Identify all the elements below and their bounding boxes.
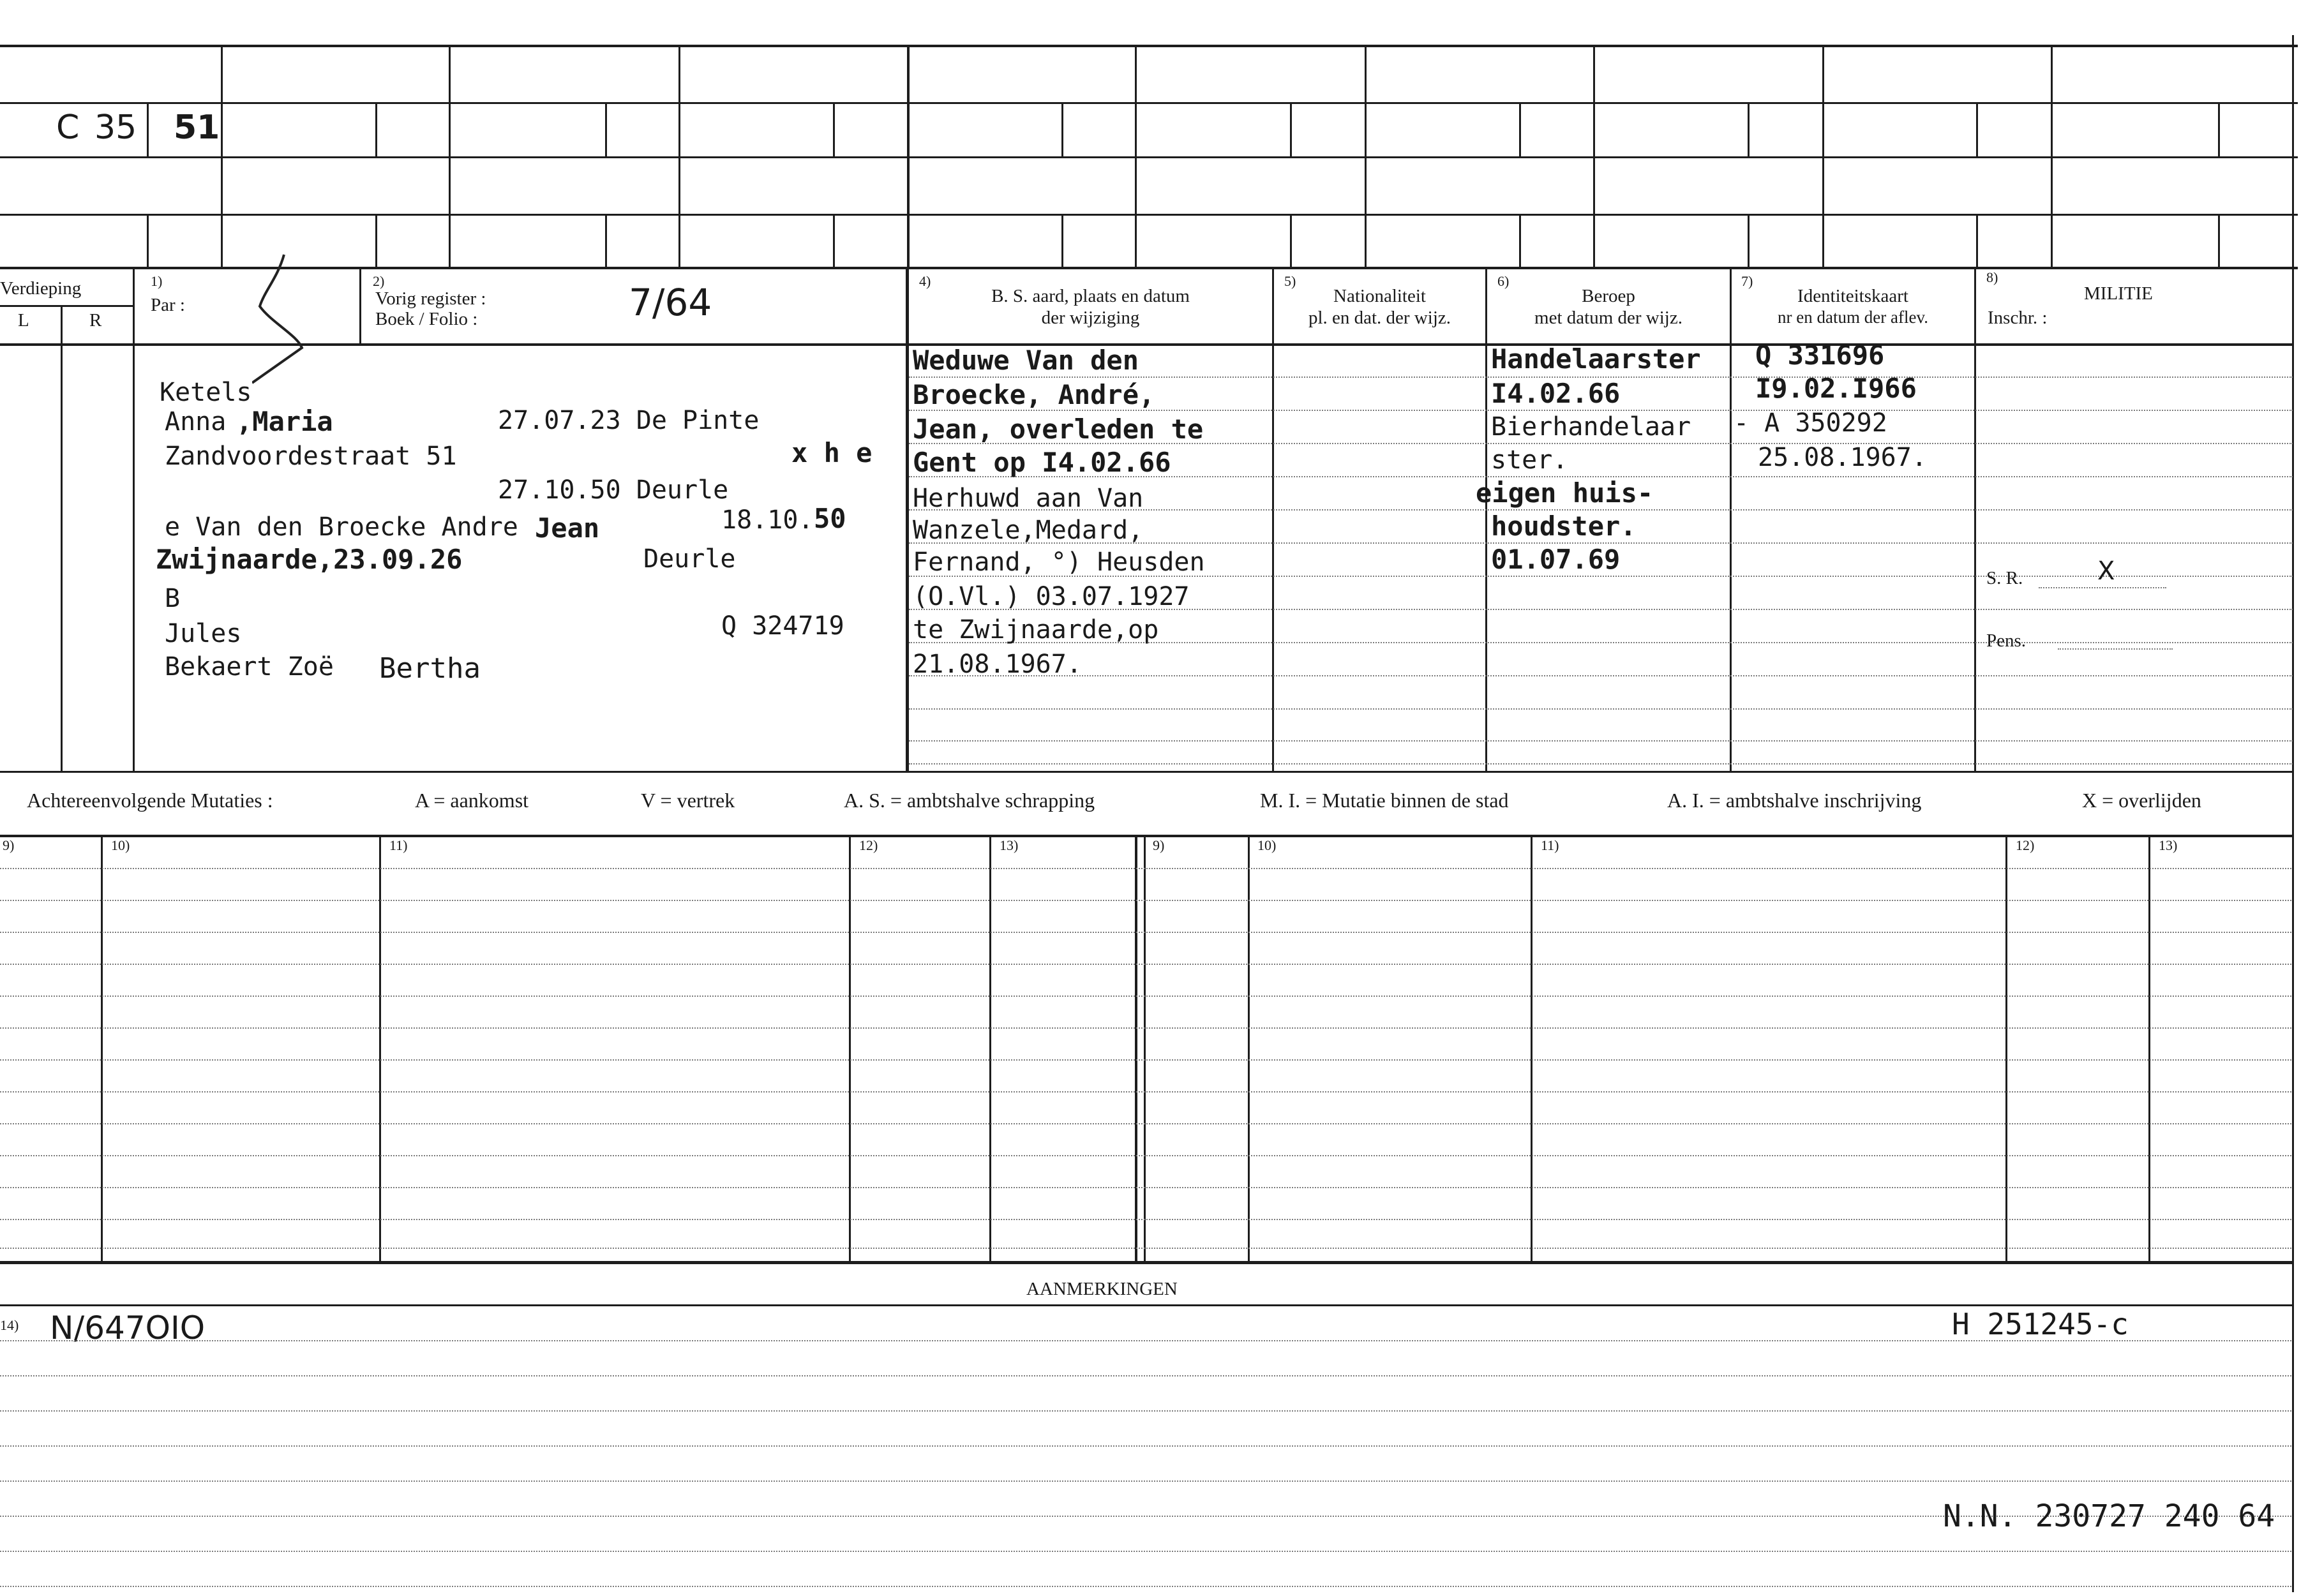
- register-value: 7/64: [629, 281, 712, 324]
- id-line: Q 331696: [1755, 339, 1885, 371]
- remark-h-code: H 251245-c: [1952, 1307, 2129, 1341]
- vorig-register-label: Vorig register :: [375, 288, 486, 309]
- mutaties-title: Achtereenvolgende Mutaties :: [27, 789, 273, 812]
- sr-value: X: [2097, 556, 2115, 586]
- id-line: I9.02.I966: [1755, 373, 1917, 404]
- field-4-number: 4): [919, 273, 931, 289]
- person-firstname-bold: ,Maria: [236, 406, 333, 437]
- marriage-year: 50: [814, 503, 846, 534]
- beroep-line: Bierhandelaar: [1491, 412, 1691, 442]
- national-number: N.N. 230727 240 64: [1943, 1498, 2275, 1534]
- nationaliteit-subheader: pl. en dat. der wijz.: [1308, 308, 1451, 328]
- spouse-birth: Zwijnaarde,23.09.26: [156, 544, 463, 575]
- letter-b: B: [165, 584, 181, 613]
- field-2-number: 2): [373, 273, 385, 289]
- mut-col-number: 13): [1000, 837, 1019, 853]
- verdieping-r-label: R: [89, 310, 102, 331]
- spouse-place: Deurle: [643, 544, 736, 574]
- person-birth: 27.07.23 De Pinte: [498, 406, 760, 435]
- field-14-number: 14): [0, 1317, 19, 1333]
- father-name: Jules: [165, 619, 242, 648]
- person-mark: x h e: [791, 437, 873, 468]
- bs-line: (O.Vl.) 03.07.1927: [913, 582, 1190, 611]
- beroep-subheader: met datum der wijz.: [1534, 308, 1682, 328]
- person-firstname: Anna: [165, 407, 227, 436]
- verdieping-l-label: L: [18, 310, 29, 331]
- spouse-name-bold: Jean: [535, 512, 600, 544]
- field-8-number: 8): [1986, 269, 1998, 285]
- bs-header-line1: B. S. aard, plaats en datum: [991, 286, 1190, 306]
- beroep-line: Handelaarster: [1491, 343, 1701, 375]
- beroep-line: I4.02.66: [1491, 378, 1621, 409]
- aanmerkingen-title: AANMERKINGEN: [1026, 1279, 1178, 1299]
- mutaties-legend-mi: M. I. = Mutatie binnen de stad: [1260, 789, 1509, 812]
- person-arrival: 27.10.50 Deurle: [498, 475, 729, 505]
- bs-line: Wanzele,Medard,: [913, 516, 1144, 545]
- sr-label: S. R.: [1986, 568, 2023, 588]
- mut-col-number: 11): [1541, 837, 1559, 853]
- bs-header-line2: der wijziging: [1041, 308, 1140, 328]
- mutaties-legend-v: V = vertrek: [641, 789, 735, 812]
- beroep-line: houdster.: [1491, 511, 1637, 542]
- bs-line: Gent op I4.02.66: [913, 447, 1171, 478]
- person-address: Zandvoordestraat 51: [165, 442, 457, 471]
- mut-col-number: 10): [1257, 837, 1277, 853]
- mut-col-number: 9): [3, 837, 15, 853]
- id-card-old: Q 324719: [721, 611, 844, 641]
- code-number-1: 35: [94, 108, 137, 147]
- mut-col-number: 9): [1153, 837, 1165, 853]
- mut-col-number: 12): [2016, 837, 2035, 853]
- mother-name: Bertha: [379, 652, 481, 685]
- id-line: - A 350292: [1734, 408, 1887, 438]
- mutaties-legend-a: A = aankomst: [415, 789, 529, 812]
- bs-line: Herhuwd aan Van: [913, 484, 1144, 513]
- bs-line: Broecke, André,: [913, 379, 1155, 410]
- mutaties-legend-as: A. S. = ambtshalve schrapping: [844, 789, 1095, 812]
- beroep-line: ster.: [1491, 445, 1568, 475]
- identiteitskaart-header: Identiteitskaart: [1797, 286, 1908, 306]
- militie-header: MILITIE: [2084, 283, 2153, 304]
- nationaliteit-header: Nationaliteit: [1333, 286, 1426, 306]
- code-number-2: 51: [174, 108, 220, 147]
- mut-col-number: 11): [389, 837, 408, 853]
- field-7-number: 7): [1741, 273, 1753, 289]
- person-surname: Ketels: [160, 378, 252, 407]
- mutaties-legend-ai: A. I. = ambtshalve inschrijving: [1667, 789, 1922, 812]
- mother-surname: Bekaert Zoë: [165, 652, 334, 682]
- code-letter: C: [56, 108, 80, 147]
- mut-col-number: 13): [2159, 837, 2178, 853]
- verdieping-label: Verdieping: [0, 278, 82, 299]
- spouse-name: e Van den Broecke Andre: [165, 512, 518, 542]
- par-label: Par :: [151, 295, 185, 315]
- identiteitskaart-subheader: nr en datum der aflev.: [1778, 308, 1928, 327]
- inschr-label: Inschr. :: [1988, 308, 2048, 328]
- bs-line: te Zwijnaarde,op: [913, 615, 1159, 645]
- bs-line: Weduwe Van den: [913, 345, 1139, 376]
- mutaties-legend-x: X = overlijden: [2082, 789, 2201, 812]
- boek-folio-label: Boek / Folio :: [375, 309, 478, 329]
- bs-line: 21.08.1967.: [913, 650, 1082, 679]
- beroep-line: 01.07.69: [1491, 544, 1621, 575]
- remark-code: N/647OIO: [50, 1309, 206, 1346]
- beroep-line: eigen huis-: [1476, 477, 1654, 509]
- beroep-header: Beroep: [1582, 286, 1635, 306]
- marriage-date: 18.10.: [721, 505, 814, 535]
- bracket-mark: [252, 252, 322, 418]
- mut-col-number: 10): [111, 837, 130, 853]
- pens-label: Pens.: [1986, 630, 2027, 651]
- field-5-number: 5): [1284, 273, 1296, 289]
- bs-line: Jean, overleden te: [913, 414, 1204, 445]
- mut-col-number: 12): [859, 837, 878, 853]
- bs-line: Fernand, °) Heusden: [913, 548, 1205, 577]
- id-line: 25.08.1967.: [1758, 443, 1927, 472]
- field-6-number: 6): [1497, 273, 1510, 289]
- field-1-number: 1): [151, 273, 163, 289]
